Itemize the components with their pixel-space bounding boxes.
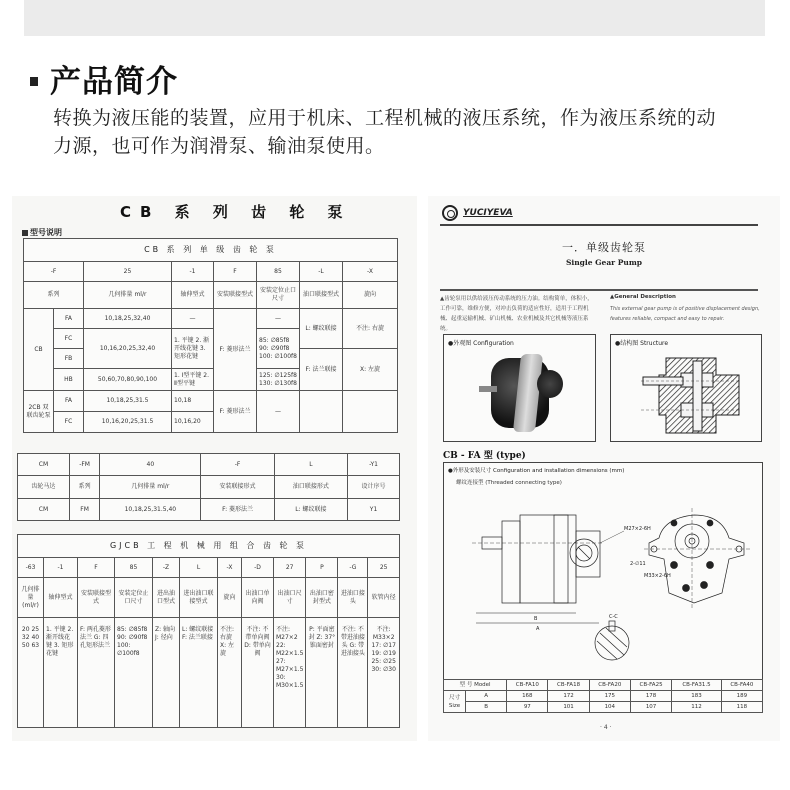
header-cell: 进油口接头 (338, 578, 368, 618)
model-header-cell: 型 号 Model (444, 680, 507, 691)
model-cell: CB-FA10 (507, 680, 548, 691)
model-cell: CB-FA31.5 (672, 680, 722, 691)
value-cell: Z: 轴向 J: 径向 (153, 618, 180, 728)
mount-cell: F: 菱形法兰 (214, 391, 257, 433)
model-cell: CB-FA18 (548, 680, 589, 691)
intro-title: 产品简介 (50, 64, 178, 100)
code-cell: -1 (44, 558, 78, 578)
header-cell: 旋向 (343, 282, 398, 309)
displacement-cell: 10,18,25,32,40 (84, 309, 172, 329)
displacement-cell: 50,60,70,80,90,100 (84, 369, 172, 391)
sub-series-cell: FA (54, 309, 84, 329)
header-cell: 安装联接形式 (201, 476, 274, 499)
value-cell: FM (69, 499, 99, 521)
header-cell: 出油口尺寸 (274, 578, 306, 618)
header-cell: 系列 (69, 476, 99, 499)
dim-value-cell: 175 (589, 691, 630, 702)
header-cell: 旋向 (218, 578, 242, 618)
mount-cell: F: 菱形法兰 (214, 309, 257, 391)
dim-value-cell: 172 (548, 691, 589, 702)
code-cell: 25 (368, 558, 400, 578)
dim-label-b: B (534, 616, 538, 622)
value-cell: 10,18,25,31.5,40 (100, 499, 201, 521)
single-gear-pump-spec-sheet (428, 196, 780, 741)
code-cell: 85 (257, 262, 300, 282)
displacement-cell: 10,16,20,25,32,40 (84, 329, 172, 369)
type-title: CB - FA 型 (type) (443, 451, 526, 461)
shaft-cell: 1. 平键 2. 渐开线花键 3. 矩形花键 (172, 329, 214, 369)
code-cell: -Y1 (348, 454, 400, 476)
dim-value-cell: 168 (507, 691, 548, 702)
value-cell: CM (18, 499, 70, 521)
dimensions-table (443, 679, 763, 713)
sub-series-cell: FB (54, 349, 84, 369)
header-cell: 几何排量 ml/r (100, 476, 201, 499)
header-cell: 进出油口联接型式 (180, 578, 218, 618)
shaft-cell: 10,16,20 (172, 412, 214, 433)
value-cell: 不注: M27×2 22: M22×1.5 27: M27×1.5 30: M30×1.5 (274, 618, 306, 728)
model-cell: CB-FA25 (630, 680, 671, 691)
value-cell: 不注: 右旋 X: 左旋 (218, 618, 242, 728)
value-cell: P: 平面密封 Z: 37° 锥面密封 (306, 618, 338, 728)
header-cell: 安装联接型式 (214, 282, 257, 309)
value-cell: 85: ∅85f8 90: ∅90f8 100: ∅100f8 (115, 618, 153, 728)
inlet-thread-label: M33×2-6H (644, 573, 671, 579)
value-cell: L: 螺纹联接 (274, 499, 347, 521)
rotation-cell: X: 左旋 (343, 349, 398, 391)
gear-pump-photo (479, 352, 567, 432)
header-cell: 几何排量 ml/r (84, 282, 172, 309)
code-cell: -F (24, 262, 84, 282)
brand-logo (442, 205, 513, 221)
header-cell: 齿轮马达 (18, 476, 70, 499)
code-cell: -Z (153, 558, 180, 578)
series-cell: CB (24, 309, 54, 391)
value-cell: 1. 平键 2. 渐开线花键 3. 矩形花键 (44, 618, 78, 728)
series-cell: 2CB 双联齿轮泵 (24, 391, 54, 433)
header-cell: 几何排量 (ml/r) (18, 578, 44, 618)
doc-title: CB 系 列 齿 轮 泵 (120, 203, 352, 221)
divider (440, 289, 758, 291)
code-cell: -X (343, 262, 398, 282)
table-caption: GJCB 工 程 机 械 用 组 合 齿 轮 泵 (18, 535, 400, 558)
dim-value-cell: 189 (721, 691, 762, 702)
code-cell: -G (338, 558, 368, 578)
code-cell: -X (218, 558, 242, 578)
header-cell: 软管内径 (368, 578, 400, 618)
page-number: · 4 · (600, 724, 612, 731)
code-cell: L (274, 454, 347, 476)
empty-cell (343, 391, 398, 433)
description-en-title: ▲General Description (610, 294, 676, 300)
dimensions-label: ●外形及安装尺寸 Configuration and installation dimensions (mm) (448, 468, 625, 474)
dim-value-cell: 104 (589, 702, 630, 713)
description-cn: ▲齿轮泵用以供给液压传动系统的压力油。结构简单，体积小，工作可靠，维修方便，对冲击负荷的适应性好，适用于工程机械、起重运输机械、矿山机械、农业机械及其它机械等液压系统。 (440, 296, 593, 332)
header-cell: 安装定位止口尺寸 (115, 578, 153, 618)
value-cell: L: 螺纹联接 F: 法兰联接 (180, 618, 218, 728)
header-cell: 油口联接形式 (274, 476, 347, 499)
description-en: This external gear pump is of positive displacement design, features reliable, compact and easy to repair. (610, 306, 760, 322)
code-cell: CM (18, 454, 70, 476)
model-cell: CB-FA40 (721, 680, 762, 691)
code-cell: -D (242, 558, 274, 578)
port-cell: L: 螺纹联接 (300, 309, 343, 349)
value-cell: F: 菱形法兰 (201, 499, 274, 521)
stop-cell: 125: ∅125f8 130: ∅130f8 (257, 369, 300, 391)
stop-cell: — (257, 309, 300, 329)
structure-panel (610, 334, 762, 442)
rotation-cell: 不注: 右旋 (343, 309, 398, 349)
section-label: 型号说明 (22, 227, 62, 238)
intro-heading (30, 56, 178, 101)
header-cell: 油口联接型式 (300, 282, 343, 309)
dim-label-cell: B (466, 702, 507, 713)
stop-cell: 85: ∅85f8 90: ∅90f8 100: ∅100f8 (257, 329, 300, 369)
value-cell: 不注: 不带单向阀 D: 带单向阀 (242, 618, 274, 728)
gjcb-combination-pump-table (17, 534, 400, 728)
value-cell: 20 25 32 40 50 63 (18, 618, 44, 728)
table-row (18, 558, 400, 578)
cb-single-stage-table (23, 238, 398, 433)
dim-value-cell: 118 (721, 702, 762, 713)
port-cell: F: 法兰联接 (300, 349, 343, 391)
port-thread-label: M27×2-6H (624, 526, 651, 532)
value-cell: F: 两孔菱形法兰 G: 四孔矩形法兰 (78, 618, 115, 728)
header-cell: 轴伸型式 (172, 282, 214, 309)
dimensions-panel (443, 462, 763, 688)
header-cell: 设计序号 (348, 476, 400, 499)
cross-section-drawing (641, 353, 746, 438)
header-cell: 安装定位止口尺寸 (257, 282, 300, 309)
dim-value-cell: 112 (672, 702, 722, 713)
code-cell: -F (201, 454, 274, 476)
dim-value-cell: 178 (630, 691, 671, 702)
structure-label: ●结构图 Structure (615, 340, 669, 347)
sub-series-cell: HB (54, 369, 84, 391)
code-cell: -FM (69, 454, 99, 476)
cm-gear-motor-table (17, 453, 400, 521)
code-cell: 27 (274, 558, 306, 578)
brand-emblem-icon (442, 205, 458, 221)
intro-description: 转换为液压能的装置，应用于机床、工程机械的液压系统，作为液压系统的动力源，也可作为润滑泵、输油泵使用。 (53, 107, 717, 157)
code-cell: -1 (172, 262, 214, 282)
code-cell: -63 (18, 558, 44, 578)
value-cell: 不注: 不带进油接头 G: 带进油接头 (338, 618, 368, 728)
header-cell: 出油口密封型式 (306, 578, 338, 618)
size-header-cell: 尺寸 Size (444, 691, 466, 713)
code-cell: 85 (115, 558, 153, 578)
code-cell: -L (300, 262, 343, 282)
dim-label-cell: A (466, 691, 507, 702)
value-cell: Y1 (348, 499, 400, 521)
divider (440, 224, 758, 226)
code-cell: 40 (100, 454, 201, 476)
displacement-cell: 10,16,20,25,31.5 (84, 412, 172, 433)
shaft-cell: 10,18 (172, 391, 214, 412)
table-row (24, 391, 398, 412)
section-title-en: Single Gear Pump (565, 258, 643, 267)
table-row (18, 476, 400, 499)
displacement-cell: 10,18,25,31.5 (84, 391, 172, 412)
sub-series-cell: FC (54, 412, 84, 433)
section-title-cn: 一．单级齿轮泵 (562, 241, 646, 254)
dim-value-cell: 183 (672, 691, 722, 702)
code-cell: F (214, 262, 257, 282)
code-cell: 25 (84, 262, 172, 282)
dim-value-cell: 97 (507, 702, 548, 713)
header-cell: 系列 (24, 282, 84, 309)
configuration-label: ●外观图 Configuration (448, 340, 514, 347)
table-row (18, 454, 400, 476)
dim-label-a: A (536, 626, 540, 632)
model-cell: CB-FA20 (589, 680, 630, 691)
cb-series-spec-sheet (12, 196, 417, 741)
code-cell: P (306, 558, 338, 578)
top-banner-band (24, 0, 765, 36)
square-bullet-icon (30, 77, 38, 86)
dimensions-sublabel: 螺纹连接型 (Threaded connecting type) (456, 480, 562, 486)
code-cell: L (180, 558, 218, 578)
stop-cell: — (257, 391, 300, 433)
dim-value-cell: 107 (630, 702, 671, 713)
sub-series-cell: FA (54, 391, 84, 412)
value-cell: 不注: M33×2 17: ∅17 19: ∅19 25: ∅25 30: ∅30 (368, 618, 400, 728)
table-row (444, 691, 763, 702)
table-row (24, 309, 398, 329)
mount-holes-label: 2-∅11 (630, 561, 646, 567)
header-cell: 进出油口型式 (153, 578, 180, 618)
header-cell: 轴伸型式 (44, 578, 78, 618)
table-row (18, 618, 400, 728)
installation-dimension-drawing (454, 493, 754, 683)
code-cell: F (78, 558, 115, 578)
table-caption: CB 系 列 单 级 齿 轮 泵 (24, 239, 398, 262)
table-row (18, 499, 400, 521)
configuration-panel (443, 334, 596, 442)
header-cell: 安装联接型式 (78, 578, 115, 618)
brand-name: YUCIYEVA (463, 208, 513, 218)
header-cell: 出油口单向阀 (242, 578, 274, 618)
table-row (18, 578, 400, 618)
shaft-cell: 1. Ⅰ型平键 2. Ⅱ型平键 (172, 369, 214, 391)
empty-cell (300, 391, 343, 433)
section-label: C-C (609, 614, 618, 620)
table-row (444, 680, 763, 691)
table-row (444, 702, 763, 713)
dim-value-cell: 101 (548, 702, 589, 713)
sub-series-cell: FC (54, 329, 84, 349)
shaft-cell: — (172, 309, 214, 329)
